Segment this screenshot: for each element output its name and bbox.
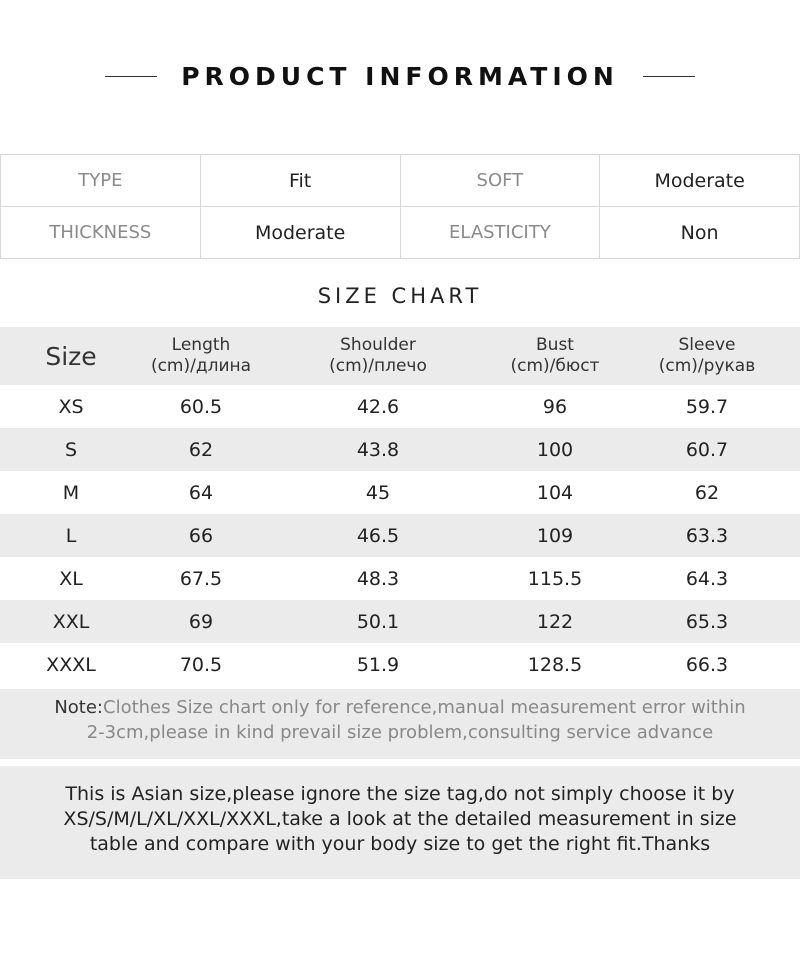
cell-length: 64 (188, 481, 214, 504)
cell-bust: 96 (542, 395, 568, 418)
table-row (0, 514, 800, 557)
cell-bust: 128.5 (527, 653, 583, 676)
cell-size: XXXL (46, 653, 96, 676)
cell-shoulder: 50.1 (356, 610, 400, 633)
info-row (1, 207, 800, 259)
cell-sleeve: 66.3 (685, 653, 729, 676)
cell-shoulder: 46.5 (356, 524, 400, 547)
cell-shoulder: 45 (365, 481, 391, 504)
header-shoulder (260, 327, 496, 385)
cell-size: XL (59, 567, 83, 590)
header-shoulder-unit: (cm)/плечо (329, 356, 427, 376)
cell-size: S (64, 438, 78, 461)
size-note (0, 689, 800, 759)
header-length (142, 327, 260, 385)
info-label-thickness: THICKNESS (1, 207, 201, 259)
note-line-1: Clothes Size chart only for reference,manual measurement error within (103, 697, 746, 718)
size-chart-title: SIZE CHART (317, 284, 483, 308)
size-chart-header-row (0, 327, 800, 385)
cell-size: L (65, 524, 77, 547)
cell-length: 62 (188, 438, 214, 461)
cell-sleeve: 62 (694, 481, 720, 504)
cell-bust: 104 (536, 481, 574, 504)
table-row (0, 385, 800, 428)
header-bust (496, 327, 614, 385)
cell-length: 69 (188, 610, 214, 633)
table-row (0, 557, 800, 600)
cell-length: 70.5 (179, 653, 223, 676)
note-label: Note: (54, 697, 103, 718)
cell-size: M (62, 481, 80, 504)
info-label-elasticity: ELASTICITY (400, 207, 600, 259)
page-title: PRODUCT INFORMATION (181, 61, 619, 91)
asian-size-notice (0, 766, 800, 879)
cell-size: XS (58, 395, 84, 418)
header-shoulder-title: Shoulder (340, 335, 416, 355)
table-row (0, 643, 800, 686)
info-value-thickness: Moderate (200, 207, 400, 259)
notice-line-1: This is Asian size,please ignore the size tag,do not simply choose it by (65, 783, 735, 805)
header-length-title: Length (171, 335, 231, 355)
table-row (0, 600, 800, 643)
header-bust-title: Bust (536, 335, 574, 355)
cell-sleeve: 64.3 (685, 567, 729, 590)
info-label-soft: SOFT (400, 155, 600, 207)
cell-shoulder: 48.3 (356, 567, 400, 590)
cell-sleeve: 60.7 (685, 438, 729, 461)
cell-bust: 100 (536, 438, 574, 461)
cell-shoulder: 43.8 (356, 438, 400, 461)
header-size: Size (45, 341, 97, 371)
cell-bust: 109 (536, 524, 574, 547)
cell-size: XXL (52, 610, 90, 633)
info-value-soft: Moderate (600, 155, 800, 207)
header-sleeve (614, 327, 800, 385)
cell-length: 67.5 (179, 567, 223, 590)
header-length-unit: (cm)/длина (150, 356, 252, 376)
product-info-table (0, 154, 800, 259)
table-row (0, 428, 800, 471)
cell-length: 60.5 (179, 395, 223, 418)
note-line-2: 2-3cm,please in kind prevail size problem,consulting service advance (86, 722, 714, 743)
right-divider (643, 76, 695, 77)
product-information-header (0, 56, 800, 96)
cell-shoulder: 42.6 (356, 395, 400, 418)
cell-sleeve: 59.7 (685, 395, 729, 418)
cell-shoulder: 51.9 (356, 653, 400, 676)
cell-sleeve: 65.3 (685, 610, 729, 633)
left-divider (105, 76, 157, 77)
cell-bust: 115.5 (527, 567, 583, 590)
info-row (1, 155, 800, 207)
header-bust-unit: (cm)/бюст (510, 356, 600, 376)
cell-length: 66 (188, 524, 214, 547)
notice-line-2: XS/S/M/L/XL/XXL/XXXL,take a look at the detailed measurement in size (63, 808, 737, 830)
header-sleeve-title: Sleeve (678, 335, 736, 355)
table-row (0, 471, 800, 514)
info-value-elasticity: Non (600, 207, 800, 259)
cell-sleeve: 63.3 (685, 524, 729, 547)
header-sleeve-unit: (cm)/рукав (658, 356, 756, 376)
size-chart-table (0, 327, 800, 686)
cell-bust: 122 (536, 610, 574, 633)
notice-line-3: table and compare with your body size to get the right fit.Thanks (89, 833, 711, 855)
info-value-type: Fit (200, 155, 400, 207)
info-label-type: TYPE (1, 155, 201, 207)
